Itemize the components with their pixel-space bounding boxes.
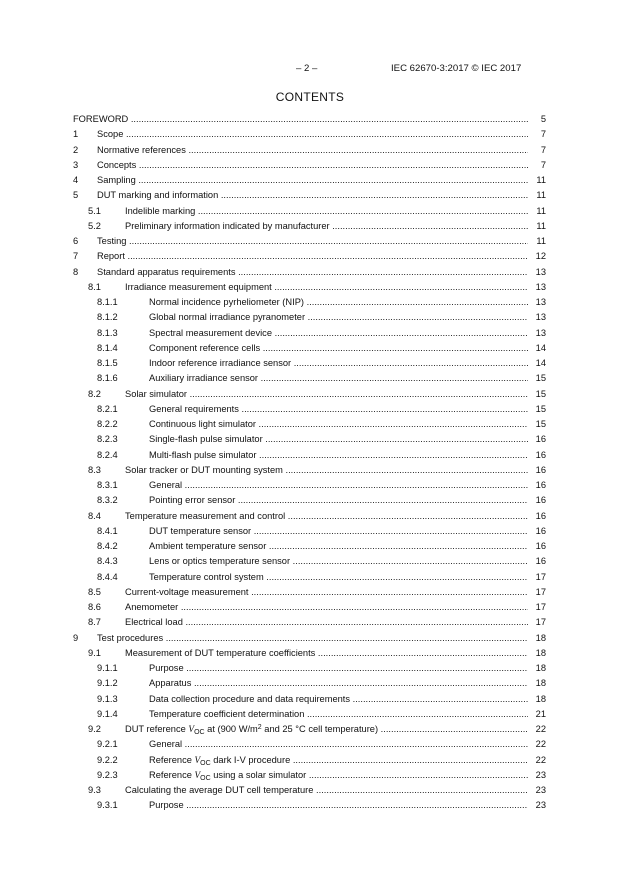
toc-entry-page: 12 xyxy=(528,249,546,264)
toc-entry-title-part: Reference xyxy=(149,754,195,765)
toc-entry-number: 8.3 xyxy=(88,464,101,475)
toc-entry-number: 9.3.1 xyxy=(97,800,118,811)
toc-entry[interactable] xyxy=(73,158,546,173)
toc-entry-page: 7 xyxy=(528,158,546,173)
toc-entry[interactable] xyxy=(73,554,546,569)
toc-entry-number: 8.1.3 xyxy=(97,327,118,338)
table-of-contents xyxy=(73,112,546,814)
toc-entry-number: 8.6 xyxy=(88,602,101,612)
toc-entry-number: 8.4.3 xyxy=(97,556,118,567)
toc-entry[interactable] xyxy=(73,661,546,676)
toc-entry-title[interactable]: Report ..... xyxy=(97,249,528,264)
toc-entry[interactable] xyxy=(73,280,546,295)
toc-entry-title[interactable]: Calculating the average DUT cell temperature ..... xyxy=(125,783,528,798)
toc-entry-page: 13 xyxy=(528,326,546,341)
toc-entry[interactable] xyxy=(73,798,546,813)
toc-entry-title[interactable]: Solar tracker or DUT mounting system ..... xyxy=(125,463,528,478)
toc-entry-title[interactable]: Component reference cells ..... xyxy=(149,341,528,356)
toc-entry[interactable] xyxy=(73,417,546,432)
toc-entry-number: 8.2 xyxy=(88,388,101,399)
toc-entry-number: 8.7 xyxy=(88,617,101,628)
toc-entry-page: 14 xyxy=(528,356,546,371)
toc-entry-title-part: 2 xyxy=(257,724,262,731)
toc-entry-title[interactable]: Measurement of DUT temperature coefficients ..... xyxy=(125,646,528,661)
toc-entry-title[interactable]: Electrical load ..... xyxy=(125,615,528,630)
toc-entry-title[interactable]: Indelible marking ..... xyxy=(125,204,528,219)
toc-entry-title[interactable]: General ..... xyxy=(149,478,528,493)
toc-entry[interactable] xyxy=(73,600,546,615)
toc-entry-title[interactable]: Temperature coefficient determination ..... xyxy=(149,707,528,722)
toc-entry-page: 13 xyxy=(528,280,546,295)
toc-entry-number: 8.2.3 xyxy=(97,434,118,445)
toc-entry-title[interactable] xyxy=(125,722,528,737)
toc-entry[interactable] xyxy=(73,707,546,722)
toc-entry-number: 8.4.2 xyxy=(97,541,118,551)
toc-entry[interactable] xyxy=(73,783,546,798)
toc-entry[interactable] xyxy=(73,295,546,310)
toc-entry-page: 16 xyxy=(528,539,546,554)
toc-entry-number: 5 xyxy=(73,190,79,201)
toc-entry-page: 16 xyxy=(528,509,546,524)
toc-entry-page: 16 xyxy=(528,478,546,493)
toc-entry-title[interactable]: DUT temperature sensor ..... xyxy=(149,524,528,539)
toc-entry-title[interactable]: Single-flash pulse simulator ..... xyxy=(149,432,528,447)
toc-entry-title[interactable]: Ambient temperature sensor ..... xyxy=(149,539,528,554)
toc-entry-page: 14 xyxy=(528,341,546,356)
toc-entry-number: 8.4.4 xyxy=(97,571,118,582)
toc-entry-title[interactable]: Spectral measurement device ..... xyxy=(149,326,528,341)
toc-entry-number: 9.3 xyxy=(88,785,101,795)
toc-entry[interactable] xyxy=(73,463,546,478)
standard-reference: IEC 62670-3:2017 © IEC 2017 xyxy=(391,63,522,74)
toc-entry[interactable] xyxy=(73,509,546,524)
toc-entry[interactable] xyxy=(73,676,546,691)
toc-entry-title[interactable]: General ..... xyxy=(149,737,528,752)
toc-entry-page: 18 xyxy=(528,692,546,707)
toc-entry[interactable] xyxy=(73,326,546,341)
toc-entry-number: 9.1.2 xyxy=(97,678,118,689)
toc-entry-page: 16 xyxy=(528,432,546,447)
toc-entry-number: 8.1 xyxy=(88,281,101,292)
toc-entry-page: 7 xyxy=(528,127,546,142)
toc-entry-page: 18 xyxy=(528,661,546,676)
toc-entry-page: 18 xyxy=(528,646,546,661)
toc-entry[interactable] xyxy=(73,478,546,493)
toc-entry[interactable] xyxy=(73,356,546,371)
toc-entry[interactable] xyxy=(73,722,546,737)
toc-entry-title[interactable]: Indoor reference irradiance sensor ..... xyxy=(149,356,528,371)
toc-entry[interactable] xyxy=(73,173,546,188)
toc-entry-title[interactable]: Lens or optics temperature sensor ..... xyxy=(149,554,528,569)
toc-entry-page: 22 xyxy=(528,737,546,752)
toc-entry-number: 8.5 xyxy=(88,586,101,597)
toc-entry-title-part: V xyxy=(188,725,195,735)
toc-entry-number: 3 xyxy=(73,159,79,170)
toc-entry-page: 21 xyxy=(528,707,546,722)
toc-entry[interactable] xyxy=(73,692,546,707)
toc-entry-page: 17 xyxy=(528,570,546,585)
toc-entry-number: 9.2.2 xyxy=(97,754,118,765)
toc-entry-number: 1 xyxy=(73,129,79,140)
toc-entry-title[interactable]: Concepts ..... xyxy=(97,158,528,173)
toc-entry-number: 9 xyxy=(73,632,79,643)
toc-entry[interactable] xyxy=(73,127,546,142)
toc-entry-number: 8.1.1 xyxy=(97,297,118,307)
toc-entry-number: 8.3.1 xyxy=(97,480,118,490)
toc-entry-number: 8.2.2 xyxy=(97,419,118,429)
toc-entry-number: 9.2.3 xyxy=(97,769,118,780)
toc-entry[interactable] xyxy=(73,737,546,752)
toc-entry-title-part: DUT reference xyxy=(125,724,189,734)
toc-entry-title[interactable]: Test procedures ..... xyxy=(97,631,528,646)
toc-entry-page: 11 xyxy=(528,173,546,188)
toc-entry[interactable] xyxy=(73,112,546,127)
toc-entry[interactable] xyxy=(73,310,546,325)
toc-entry[interactable] xyxy=(73,341,546,356)
toc-entry-number: 8.1.5 xyxy=(97,358,118,368)
toc-entry-page: 16 xyxy=(528,463,546,478)
toc-entry[interactable] xyxy=(73,371,546,386)
toc-entry-title[interactable]: Preliminary information indicated by manufacturer ..... xyxy=(125,219,528,234)
toc-entry[interactable] xyxy=(73,539,546,554)
toc-entry-page: 16 xyxy=(528,524,546,539)
toc-entry-number: 8.4.1 xyxy=(97,525,118,536)
toc-entry-title[interactable]: DUT marking and information ..... xyxy=(97,188,528,203)
toc-entry-page: 22 xyxy=(528,753,546,768)
toc-entry[interactable] xyxy=(73,402,546,417)
toc-entry-page: 17 xyxy=(528,600,546,615)
toc-entry[interactable] xyxy=(73,646,546,661)
toc-entry-number: 8.2.4 xyxy=(97,449,118,460)
toc-entry-title-part: using a solar simulator xyxy=(210,769,307,780)
toc-entry-title-part: Reference xyxy=(149,769,195,780)
toc-entry-title[interactable]: Data collection procedure and data requirements ..... xyxy=(149,692,528,707)
toc-entry-number: 9.2 xyxy=(88,724,101,734)
toc-entry[interactable] xyxy=(73,615,546,630)
toc-entry-number: 2 xyxy=(73,144,79,155)
page-number: – 2 – xyxy=(296,63,318,74)
toc-entry-page: 17 xyxy=(528,585,546,600)
toc-entry-number: 8 xyxy=(73,266,79,277)
toc-entry[interactable] xyxy=(73,768,546,783)
toc-entry-number: 8.1.2 xyxy=(97,312,118,323)
toc-entry-title[interactable]: Solar simulator ..... xyxy=(125,387,528,402)
toc-entry-title[interactable]: Normal incidence pyrheliometer (NIP) ..... xyxy=(149,295,528,310)
toc-entry[interactable] xyxy=(73,448,546,463)
toc-entry-page: 5 xyxy=(528,112,546,127)
toc-entry-number: 5.1 xyxy=(88,205,101,216)
toc-entry-title[interactable]: Continuous light simulator ..... xyxy=(149,417,528,432)
toc-entry-title[interactable]: Current-voltage measurement ..... xyxy=(125,585,528,600)
toc-entry-page: 23 xyxy=(528,768,546,783)
toc-entry-title[interactable]: Standard apparatus requirements ..... xyxy=(97,265,528,280)
toc-entry-title[interactable]: Global normal irradiance pyranometer ..... xyxy=(149,310,528,325)
toc-entry-number: 5.2 xyxy=(88,220,101,231)
toc-entry-page: 16 xyxy=(528,448,546,463)
toc-entry[interactable] xyxy=(73,631,546,646)
toc-entry-page: 16 xyxy=(528,493,546,508)
toc-entry-number: 8.1.6 xyxy=(97,373,118,384)
toc-entry-title[interactable]: Apparatus ..... xyxy=(149,676,528,691)
toc-entry-number: 8.2.1 xyxy=(97,403,118,414)
toc-entry[interactable] xyxy=(73,753,546,768)
toc-entry[interactable] xyxy=(73,188,546,203)
toc-entry-title[interactable]: Sampling ..... xyxy=(97,173,528,188)
toc-entry-title[interactable]: Anemometer ..... xyxy=(125,600,528,615)
toc-entry-number: 9.1.1 xyxy=(97,663,118,673)
toc-entry-page: 15 xyxy=(528,402,546,417)
toc-entry[interactable] xyxy=(73,143,546,158)
toc-entry-title[interactable]: FOREWORD ..... xyxy=(73,112,528,127)
toc-entry-title[interactable]: Testing ..... xyxy=(97,234,528,249)
toc-entry[interactable] xyxy=(73,585,546,600)
toc-entry-title[interactable]: Purpose ..... xyxy=(149,661,528,676)
toc-entry-title-part: dark I-V procedure xyxy=(210,754,291,765)
toc-entry-number: 7 xyxy=(73,251,79,262)
toc-entry[interactable] xyxy=(73,249,546,264)
toc-entry-page: 15 xyxy=(528,371,546,386)
toc-entry-number: 9.1.4 xyxy=(97,708,118,719)
toc-entry-page: 18 xyxy=(528,631,546,646)
toc-entry[interactable] xyxy=(73,432,546,447)
toc-entry-page: 11 xyxy=(528,188,546,203)
toc-entry-title[interactable]: Pointing error sensor ..... xyxy=(149,493,528,508)
toc-entry-number: 9.2.1 xyxy=(97,739,118,750)
toc-entry[interactable] xyxy=(73,219,546,234)
toc-entry[interactable] xyxy=(73,204,546,219)
page-title: CONTENTS xyxy=(275,90,345,104)
toc-entry-title[interactable] xyxy=(149,768,528,783)
toc-entry-page: 23 xyxy=(528,798,546,813)
toc-entry-number: 9.1.3 xyxy=(97,693,118,704)
toc-entry-title-part: V xyxy=(194,770,201,781)
toc-entry-title-part: at (900 W/m xyxy=(204,724,258,734)
toc-entry-title-part: V xyxy=(194,755,201,766)
toc-entry[interactable] xyxy=(73,524,546,539)
toc-entry-page: 7 xyxy=(528,143,546,158)
toc-entry-number: 8.4 xyxy=(88,510,101,521)
toc-entry-number: 8.3.2 xyxy=(97,495,118,506)
toc-entry[interactable] xyxy=(73,234,546,249)
toc-entry-page: 13 xyxy=(528,265,546,280)
toc-entry-title[interactable]: Normative references ..... xyxy=(97,143,528,158)
toc-entry[interactable] xyxy=(73,570,546,585)
toc-entry-title[interactable]: Purpose ..... xyxy=(149,798,528,813)
toc-entry-page: 15 xyxy=(528,417,546,432)
toc-entry-title-part: OC xyxy=(200,759,211,767)
toc-entry-number: 6 xyxy=(73,236,79,246)
toc-entry-page: 15 xyxy=(528,387,546,402)
toc-entry[interactable] xyxy=(73,265,546,280)
toc-entry-title-part: OC xyxy=(200,774,211,782)
toc-entry-number: 8.1.4 xyxy=(97,342,118,353)
toc-entry-title[interactable]: Auxiliary irradiance sensor ..... xyxy=(149,371,528,386)
toc-entry-title[interactable]: Irradiance measurement equipment ..... xyxy=(125,280,528,295)
toc-entry-title[interactable] xyxy=(149,753,528,768)
toc-entry-title[interactable]: Temperature measurement and control ..... xyxy=(125,509,528,524)
toc-entry-page: 16 xyxy=(528,554,546,569)
toc-entry-title[interactable]: Temperature control system ..... xyxy=(149,570,528,585)
toc-entry-title-part: and 25 °C cell temperature) xyxy=(261,724,379,734)
toc-entry-title[interactable]: Scope ..... xyxy=(97,127,528,142)
toc-entry-number: 9.1 xyxy=(88,647,101,658)
toc-entry-page: 11 xyxy=(528,219,546,234)
toc-entry-page: 22 xyxy=(528,722,546,737)
toc-entry-page: 13 xyxy=(528,310,546,325)
toc-entry-title[interactable]: Multi-flash pulse simulator ..... xyxy=(149,448,528,463)
toc-entry-page: 13 xyxy=(528,295,546,310)
toc-entry-title-part: OC xyxy=(194,729,205,736)
toc-entry-page: 11 xyxy=(528,204,546,219)
toc-entry-number: 4 xyxy=(73,175,79,185)
toc-entry-title[interactable]: General requirements ..... xyxy=(149,402,528,417)
toc-entry[interactable] xyxy=(73,387,546,402)
toc-entry-page: 18 xyxy=(528,676,546,691)
toc-entry-page: 23 xyxy=(528,783,546,798)
toc-entry-page: 11 xyxy=(528,234,546,249)
toc-entry[interactable] xyxy=(73,493,546,508)
toc-entry-page: 17 xyxy=(528,615,546,630)
